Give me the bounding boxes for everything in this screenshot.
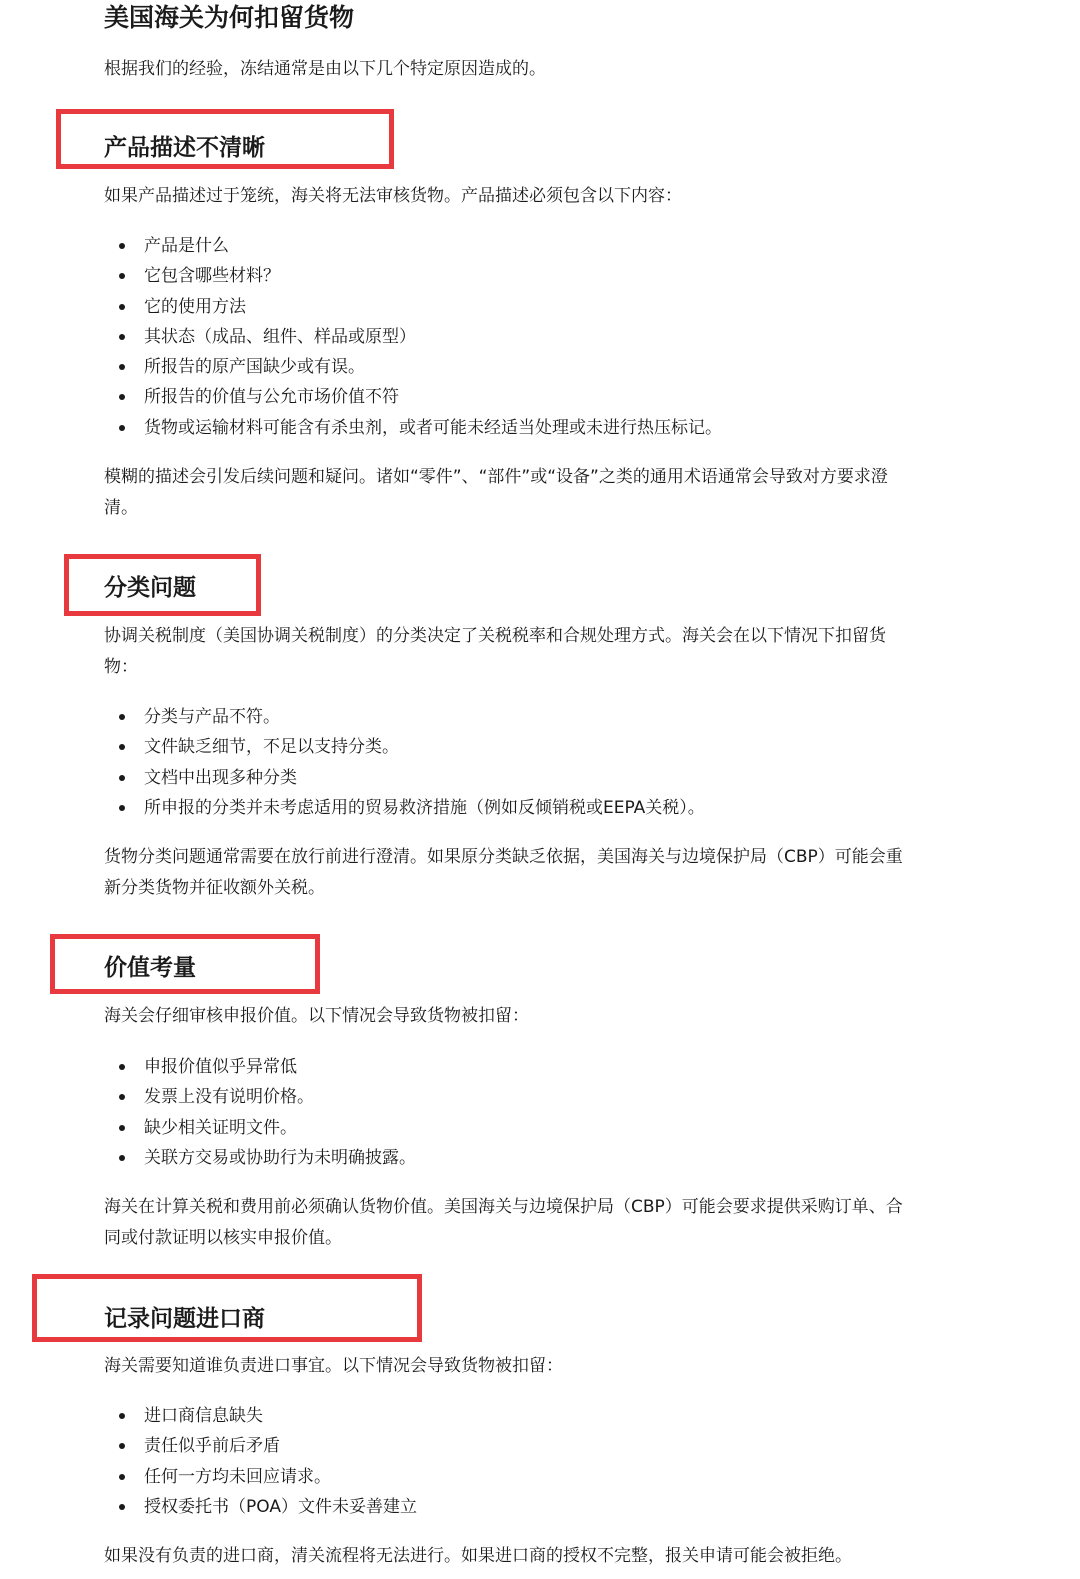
section-closing: 货物分类问题通常需要在放行前进行澄清。如果原分类缺乏依据，美国海关与边境保护局（CBP）可能会重新分类货物并征收额外关税。 — [104, 847, 903, 898]
bullet-list — [104, 231, 722, 443]
list-item: 授权委托书（POA）文件未妥善建立 — [104, 1492, 417, 1522]
section-lead: 海关需要知道谁负责进口事宜。以下情况会导致货物被扣留： — [104, 1356, 563, 1376]
list-item: 它的使用方法 — [104, 292, 722, 322]
list-item: 文件缺乏细节，不足以支持分类。 — [104, 732, 705, 762]
list-item: 缺少相关证明文件。 — [104, 1113, 416, 1143]
bullet-list — [104, 702, 705, 823]
page-title: 美国海关为何扣留货物 — [104, 3, 355, 32]
section-lead: 海关会仔细审核申报价值。以下情况会导致货物被扣留： — [104, 1006, 529, 1026]
section-heading: 记录问题进口商 — [104, 1306, 265, 1332]
list-item: 任何一方均未回应请求。 — [104, 1462, 417, 1492]
list-item: 责任似乎前后矛盾 — [104, 1431, 417, 1461]
section-lead: 协调关税制度（美国协调关税制度）的分类决定了关税税率和合规处理方式。海关会在以下情况下扣留货物： — [104, 626, 886, 677]
section-closing: 模糊的描述会引发后续问题和疑问。诸如“零件”、“部件”或“设备”之类的通用术语通常会导致对方要求澄清。 — [104, 467, 888, 518]
list-item: 所申报的分类并未考虑适用的贸易救济措施（例如反倾销税或EEPA关税）。 — [104, 793, 705, 823]
section-closing: 海关在计算关税和费用前必须确认货物价值。美国海关与边境保护局（CBP）可能会要求提供采购订单、合同或付款证明以核实申报价值。 — [104, 1197, 903, 1248]
list-item: 货物或运输材料可能含有杀虫剂，或者可能未经适当处理或未进行热压标记。 — [104, 413, 722, 443]
list-item: 文档中出现多种分类 — [104, 763, 705, 793]
section-heading: 产品描述不清晰 — [104, 135, 265, 161]
list-item: 发票上没有说明价格。 — [104, 1082, 416, 1112]
list-item: 申报价值似乎异常低 — [104, 1052, 416, 1082]
bullet-list — [104, 1401, 417, 1522]
section-closing: 如果没有负责的进口商，清关流程将无法进行。如果进口商的授权不完整，报关申请可能会被拒绝。 — [104, 1546, 852, 1566]
intro-paragraph: 根据我们的经验，冻结通常是由以下几个特定原因造成的。 — [104, 59, 546, 79]
list-item: 所报告的价值与公允市场价值不符 — [104, 382, 722, 412]
list-item: 其状态（成品、组件、样品或原型） — [104, 322, 722, 352]
list-item: 所报告的原产国缺少或有误。 — [104, 352, 722, 382]
list-item: 产品是什么 — [104, 231, 722, 261]
list-item: 分类与产品不符。 — [104, 702, 705, 732]
list-item: 关联方交易或协助行为未明确披露。 — [104, 1143, 416, 1173]
bullet-list — [104, 1052, 416, 1173]
list-item: 它包含哪些材料？ — [104, 261, 722, 291]
section-heading: 价值考量 — [104, 955, 196, 981]
section-heading: 分类问题 — [104, 575, 196, 601]
section-lead: 如果产品描述过于笼统，海关将无法审核货物。产品描述必须包含以下内容： — [104, 186, 682, 206]
list-item: 进口商信息缺失 — [104, 1401, 417, 1431]
